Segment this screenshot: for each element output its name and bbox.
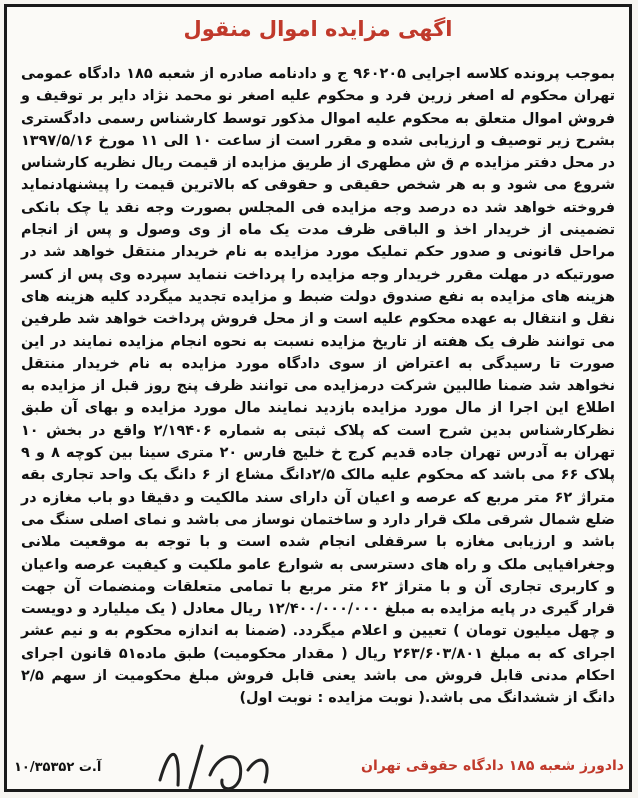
reference-number: ۱۰/۳۵۳۵۲ آ.ت: [14, 760, 102, 775]
notice-title: اگهی مزایده اموال منقول: [183, 17, 453, 41]
notice-frame: [4, 4, 632, 792]
notice-footer: [14, 758, 624, 784]
issuer-label: دادورز شعبه ۱۸۵ دادگاه حقوقی تهران: [361, 758, 624, 774]
notice-body: بموجب پرونده کلاسه اجرایی ۹۶۰۲۰۵ ج و دادنامه صادره از شعبه ۱۸۵ دادگاه عمومی تهران محکوم له اصغر زرین فرد و محکوم علیه اصغر نو محمد نژاد دایر بر توقیف و فروش اموال متعلق به محکوم علیه اموال مذکور توسط کارشناس رسمی دادگستری بشرح زیر توصیف و ارزیابی شده و مقرر است از ساعت ۱۰ الی ۱۱ مورخ ۱۳۹۷/۵/۱۶ در محل دفتر مزایده م ق ش مطهری از طریق مزایده از قیمت ریال نظریه کارشناس شروع می شود و به هر شخص حقیقی و حقوقی که بالاترین قیمت را پیشنهادنماید فروخته خواهد شد ده درصد وجه مزایده فی المجلس بصورت وجه نقد یا چک بانکی تضمینی از خریدار اخذ و الباقی ظرف مدت یک ماه از وی وصول و پس از انجام مراحل قانونی و صدور حکم تملیک مورد مزایده به نام خریدار منتقل خواهد شد در صورتیکه در مهلت مقرر خریدار وجه مزایده را پرداخت ننماید سپرده وی پس از کسر هزینه های مزایده به نفع صندوق دولت ضبط و مزایده تجدید میگردد کلیه هزینه های نقل و انتقال به عهده محکوم علیه است و از محل فروش پرداخت خواهد شد طرفین می توانند ظرف یک هفته از تاریخ مزایده نسبت به نحوه انجام مزایده نمایند در این صورت تا رسیدگی به اعتراض از سوی دادگاه مورد مزایده به نام خریدار منتقل نخواهد شد ضمنا طالبین شرکت درمزایده می توانند ظرف پنج روز قبل از مزایده به اطلاع این اجرا از مال مورد مزایده بازدید نمایند مال مورد مزایده و بهای آن طبق نظرکارشناس بدین شرح است که پلاک ثبتی به شماره ۲/۱۹۴۰۶ واقع در بخش ۱۰ تهران به آدرس تهران جاده قدیم کرج خ خلیج فارس ۲۰ متری سینا بین کوچه ۸ و ۹ پلاک ۶۶ می باشد که محکوم علیه مالک ۲/۵دانگ مشاع از ۶ دانگ یک واحد تجاری بقه متراژ ۶۲ متر مربع که عرصه و اعیان آن دارای سند مالکیت و دقیقا دو باب مغازه در ضلع شمال شرقی ملک قرار دارد و ساختمان نوساز می باشد و نمای اصلی سنگ می باشد و ارزیابی مغازه با سرقفلی انجام شده است و با توجه به موقعیت ملانی وجغرافیایی ملک و راه های دسترسی به شوارع عامو ملکیت و کیفیت عرصه واعیان و کاربری تجاری آن و با متراژ ۶۲ متر مربع با تمامی متعلقات ومنضمات آن جهت قرار گیری در پایه مزایده به مبلغ ۱۲/۴۰۰/۰۰۰/۰۰۰ ریال معادل ( یک میلیارد و دویست و چهل میلیون تومان ) تعیین و اعلام میگردد. (ضمنا به اندازه محکوم به و نیم عشر اجرای که به مبلغ ۲۶۳/۶۰۳/۸۰۱ ریال ( مقدار محکومیت) طبق ماده۵۱ قانون اجرای احکام مدنی قابل فروش می باشد یعنی قابل فروش مبلغ محکومیت از سهم ۲/۵ دانگ از ششدانگ می باشد.( نوبت مزایده : نوبت اول): [21, 66, 616, 707]
